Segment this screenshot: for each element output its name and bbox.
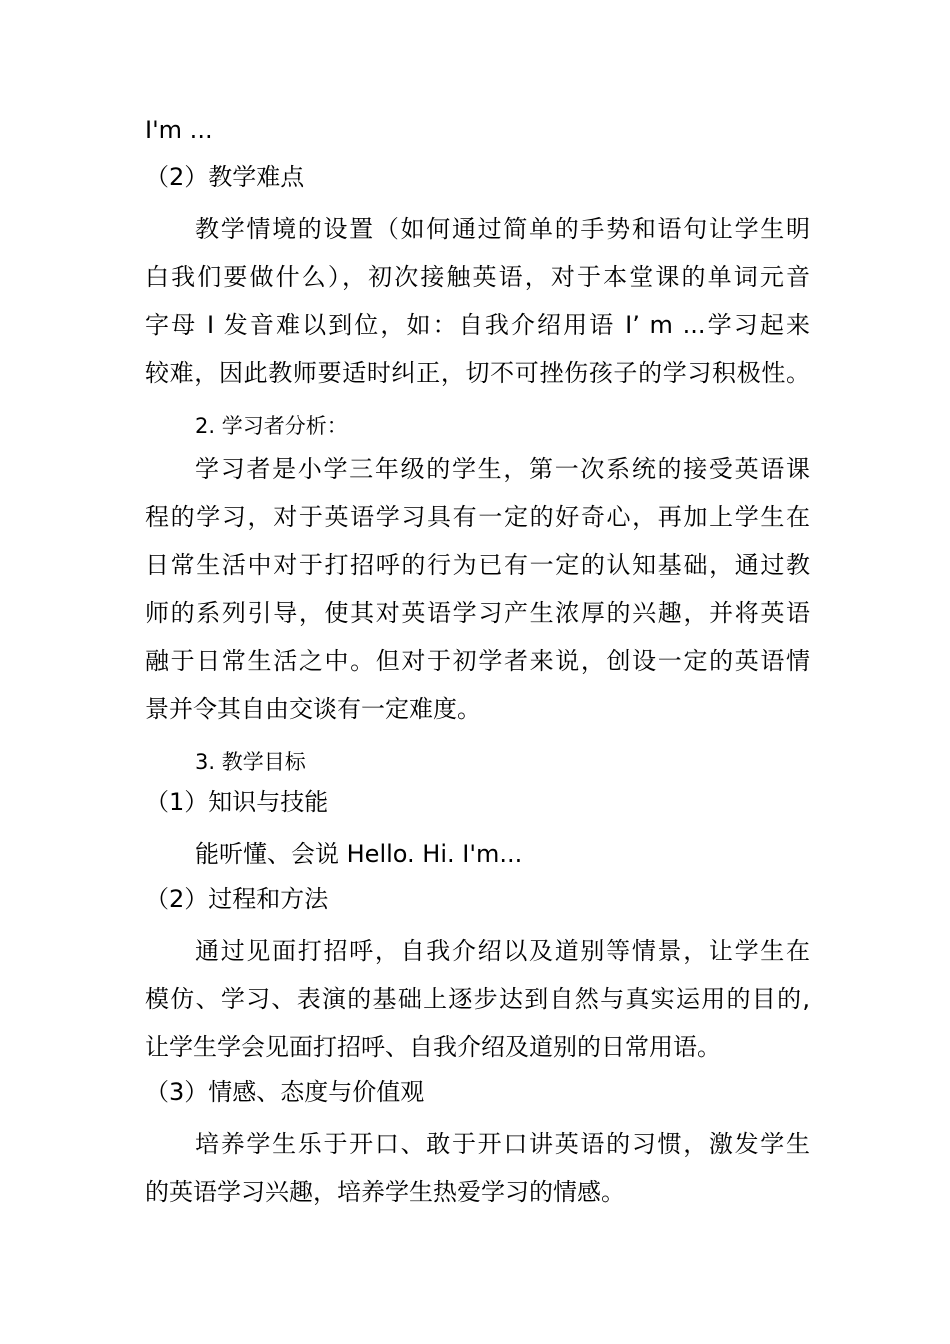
- paragraph-line: 让学生学会见面打招呼、自我介绍及道别的日常用语。: [145, 1033, 721, 1061]
- paragraph-line: 日常生活中对于打招呼的行为已有一定的认知基础，通过教: [145, 551, 810, 579]
- paragraph-line: 学习者是小学三年级的学生，第一次系统的接受英语课: [195, 455, 810, 483]
- subheading-process-methods: （2）过程和方法: [145, 885, 329, 913]
- paragraph-line: 的英语学习兴趣，培养学生热爱学习的情感。: [145, 1178, 625, 1206]
- paragraph-line: 教学情境的设置（如何通过简单的手势和语句让学生明: [195, 215, 810, 243]
- heading-teaching-objectives: 3. 教学目标: [195, 750, 306, 774]
- paragraph-line: 较难，因此教师要适时纠正，切不可挫伤孩子的学习积极性。: [145, 359, 810, 387]
- paragraph-line: 融于日常生活之中。但对于初学者来说，创设一定的英语情: [145, 647, 810, 675]
- subheading-teaching-difficulties: （2）教学难点: [145, 163, 305, 191]
- paragraph-line: 程的学习，对于英语学习具有一定的好奇心，再加上学生在: [145, 503, 810, 531]
- paragraph-line: 师的系列引导，使其对英语学习产生浓厚的兴趣，并将英语: [145, 599, 810, 627]
- subheading-emotion-values: （3）情感、态度与价值观: [145, 1078, 425, 1106]
- heading-learner-analysis: 2. 学习者分析：: [195, 414, 348, 438]
- paragraph-line: 白我们要做什么），初次接触英语，对于本堂课的单词元音: [145, 263, 810, 291]
- paragraph-line: 通过见面打招呼，自我介绍以及道别等情景，让学生在: [195, 937, 810, 965]
- subheading-knowledge-skills: （1）知识与技能: [145, 788, 329, 816]
- paragraph-line: 景并令其自由交谈有一定难度。: [145, 695, 481, 723]
- paragraph-line: 培养学生乐于开口、敢于开口讲英语的习惯，激发学生: [195, 1130, 810, 1158]
- paragraph-line: 能听懂、会说 Hello. Hi. I'm...: [195, 840, 523, 868]
- paragraph-line: 模仿、学习、表演的基础上逐步达到自然与真实运用的目的,: [145, 985, 810, 1013]
- text-line: I'm ...: [145, 116, 213, 144]
- paragraph-line: 字母 I 发音难以到位，如：自我介绍用语 I’ m ...学习起来: [145, 311, 810, 339]
